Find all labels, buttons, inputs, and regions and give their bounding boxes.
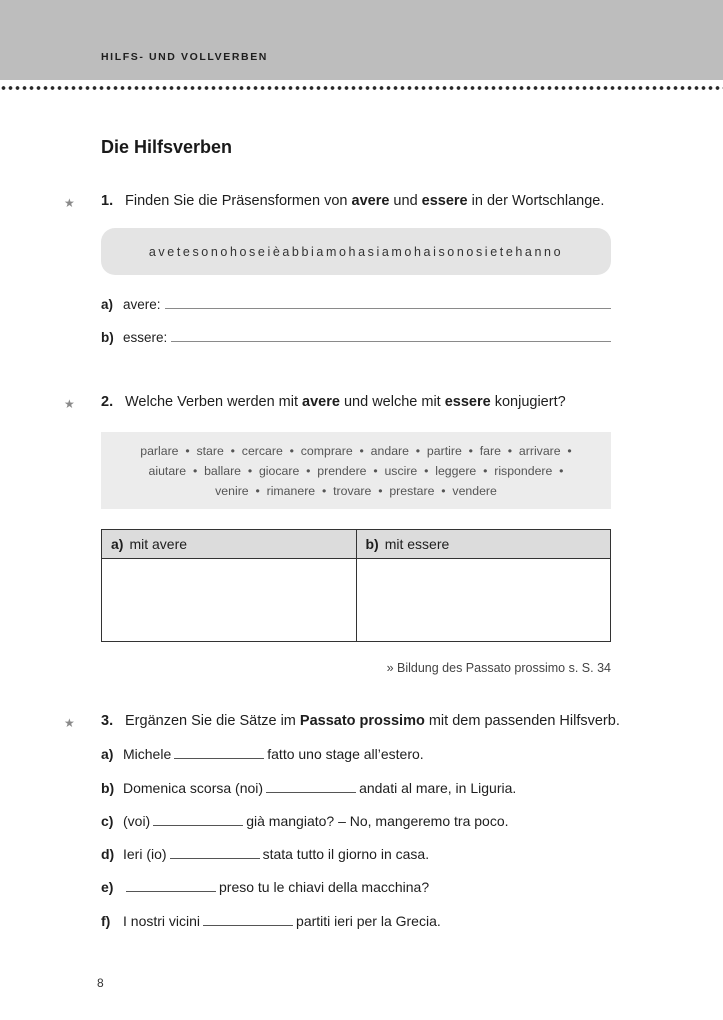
section-title: Die Hilfsverben bbox=[101, 137, 233, 157]
instruction-text: Welche Verben werden mit bbox=[125, 394, 303, 410]
word-snake: avetesonohoseièabbiamohasiamohaisonosietehanno bbox=[101, 228, 611, 275]
sentence-text: Domenica scorsa (noi) bbox=[123, 780, 264, 796]
column-label: a) bbox=[111, 536, 124, 552]
sorting-table bbox=[101, 529, 611, 642]
column-label: b) bbox=[365, 536, 379, 552]
sentence-label: c) bbox=[101, 813, 114, 829]
column-header-essere bbox=[356, 530, 611, 559]
verb-list-line: aiutare • ballare • giocare • prendere • uscire • leggere • rispondere • bbox=[148, 463, 564, 478]
sentence-label: a) bbox=[101, 746, 114, 762]
answer-row-essere bbox=[101, 323, 611, 345]
answer-cell-avere[interactable] bbox=[102, 559, 357, 642]
verb-list-line: venire • rimanere • trovare • prestare • vendere bbox=[215, 483, 497, 498]
gap-blank[interactable] bbox=[126, 890, 216, 892]
sentence-text: partiti ieri per la Grecia. bbox=[296, 913, 441, 929]
instruction-text: konjugiert? bbox=[490, 394, 566, 410]
gap-blank[interactable] bbox=[170, 857, 260, 859]
verb-list-line: parlare • stare • cercare • comprare • andare • partire • fare • arrivare • bbox=[140, 443, 572, 458]
sentence-text: già mangiato? – No, mangeremo tra poco. bbox=[246, 813, 509, 829]
star-icon: ★ bbox=[64, 716, 75, 730]
sentence-label: b) bbox=[101, 780, 115, 796]
star-icon: ★ bbox=[64, 397, 75, 411]
gap-blank[interactable] bbox=[153, 824, 243, 826]
sentence-a bbox=[101, 746, 424, 762]
keyword: avere bbox=[351, 193, 390, 209]
answer-line[interactable] bbox=[171, 340, 611, 342]
sentence-text: fatto uno stage all’estero. bbox=[267, 746, 424, 762]
gap-blank[interactable] bbox=[203, 924, 293, 926]
sentence-label: e) bbox=[101, 879, 114, 895]
header-band bbox=[0, 0, 723, 80]
task-number: 3. bbox=[101, 713, 114, 729]
instruction-text: in der Wortschlange. bbox=[467, 193, 605, 209]
sentence-f bbox=[101, 913, 441, 929]
page-number: 8 bbox=[97, 976, 104, 990]
sentence-text: stata tutto il giorno in casa. bbox=[262, 846, 430, 862]
sentence-label: d) bbox=[101, 846, 115, 862]
answer-prompt: essere: bbox=[123, 330, 168, 345]
column-title: mit essere bbox=[384, 536, 450, 552]
cross-reference: » Bildung des Passato prossimo s. S. 34 bbox=[386, 661, 611, 675]
instruction-text: Ergänzen Sie die Sätze im bbox=[125, 713, 300, 729]
keyword: Passato prossimo bbox=[299, 713, 425, 729]
instruction-text: und bbox=[389, 193, 422, 209]
answer-cell-essere[interactable] bbox=[356, 559, 611, 642]
column-title: mit avere bbox=[129, 536, 188, 552]
answer-row-avere bbox=[101, 290, 611, 312]
sentence-label: f) bbox=[101, 913, 111, 929]
gap-blank[interactable] bbox=[174, 757, 264, 759]
column-header-avere bbox=[102, 530, 357, 559]
sentence-text: andati al mare, in Liguria. bbox=[359, 780, 517, 796]
verb-list-box bbox=[101, 432, 611, 509]
sentence-text: (voi) bbox=[123, 813, 151, 829]
keyword: essere bbox=[421, 193, 468, 209]
task-1-instruction bbox=[101, 193, 604, 209]
sentence-text: Michele bbox=[123, 746, 172, 762]
answer-label: a) bbox=[101, 297, 114, 312]
task-number: 1. bbox=[101, 193, 114, 209]
running-header: HILFS- UND VOLLVERBEN bbox=[101, 51, 268, 63]
answer-label: b) bbox=[101, 330, 114, 345]
instruction-text: Finden Sie die Präsensformen von bbox=[125, 193, 352, 209]
answer-prompt: avere: bbox=[123, 297, 161, 312]
sentence-text: preso tu le chiavi della macchina? bbox=[219, 879, 430, 895]
answer-line[interactable] bbox=[165, 307, 611, 309]
keyword: avere bbox=[302, 394, 340, 410]
star-icon: ★ bbox=[64, 196, 75, 210]
sentence-e bbox=[101, 879, 429, 895]
keyword: essere bbox=[444, 394, 491, 410]
sentence-text: I nostri vicini bbox=[123, 913, 201, 929]
sentence-c bbox=[101, 813, 509, 829]
sentence-b bbox=[101, 780, 516, 796]
instruction-text: und welche mit bbox=[339, 394, 445, 410]
sentence-d bbox=[101, 846, 429, 862]
instruction-text: mit dem passenden Hilfsverb. bbox=[424, 713, 620, 729]
task-number: 2. bbox=[101, 394, 114, 410]
task-2-instruction bbox=[101, 394, 566, 410]
gap-blank[interactable] bbox=[266, 791, 356, 793]
task-3-instruction bbox=[101, 713, 620, 729]
sentence-text: Ieri (io) bbox=[123, 846, 167, 862]
dotted-divider bbox=[0, 85, 723, 91]
